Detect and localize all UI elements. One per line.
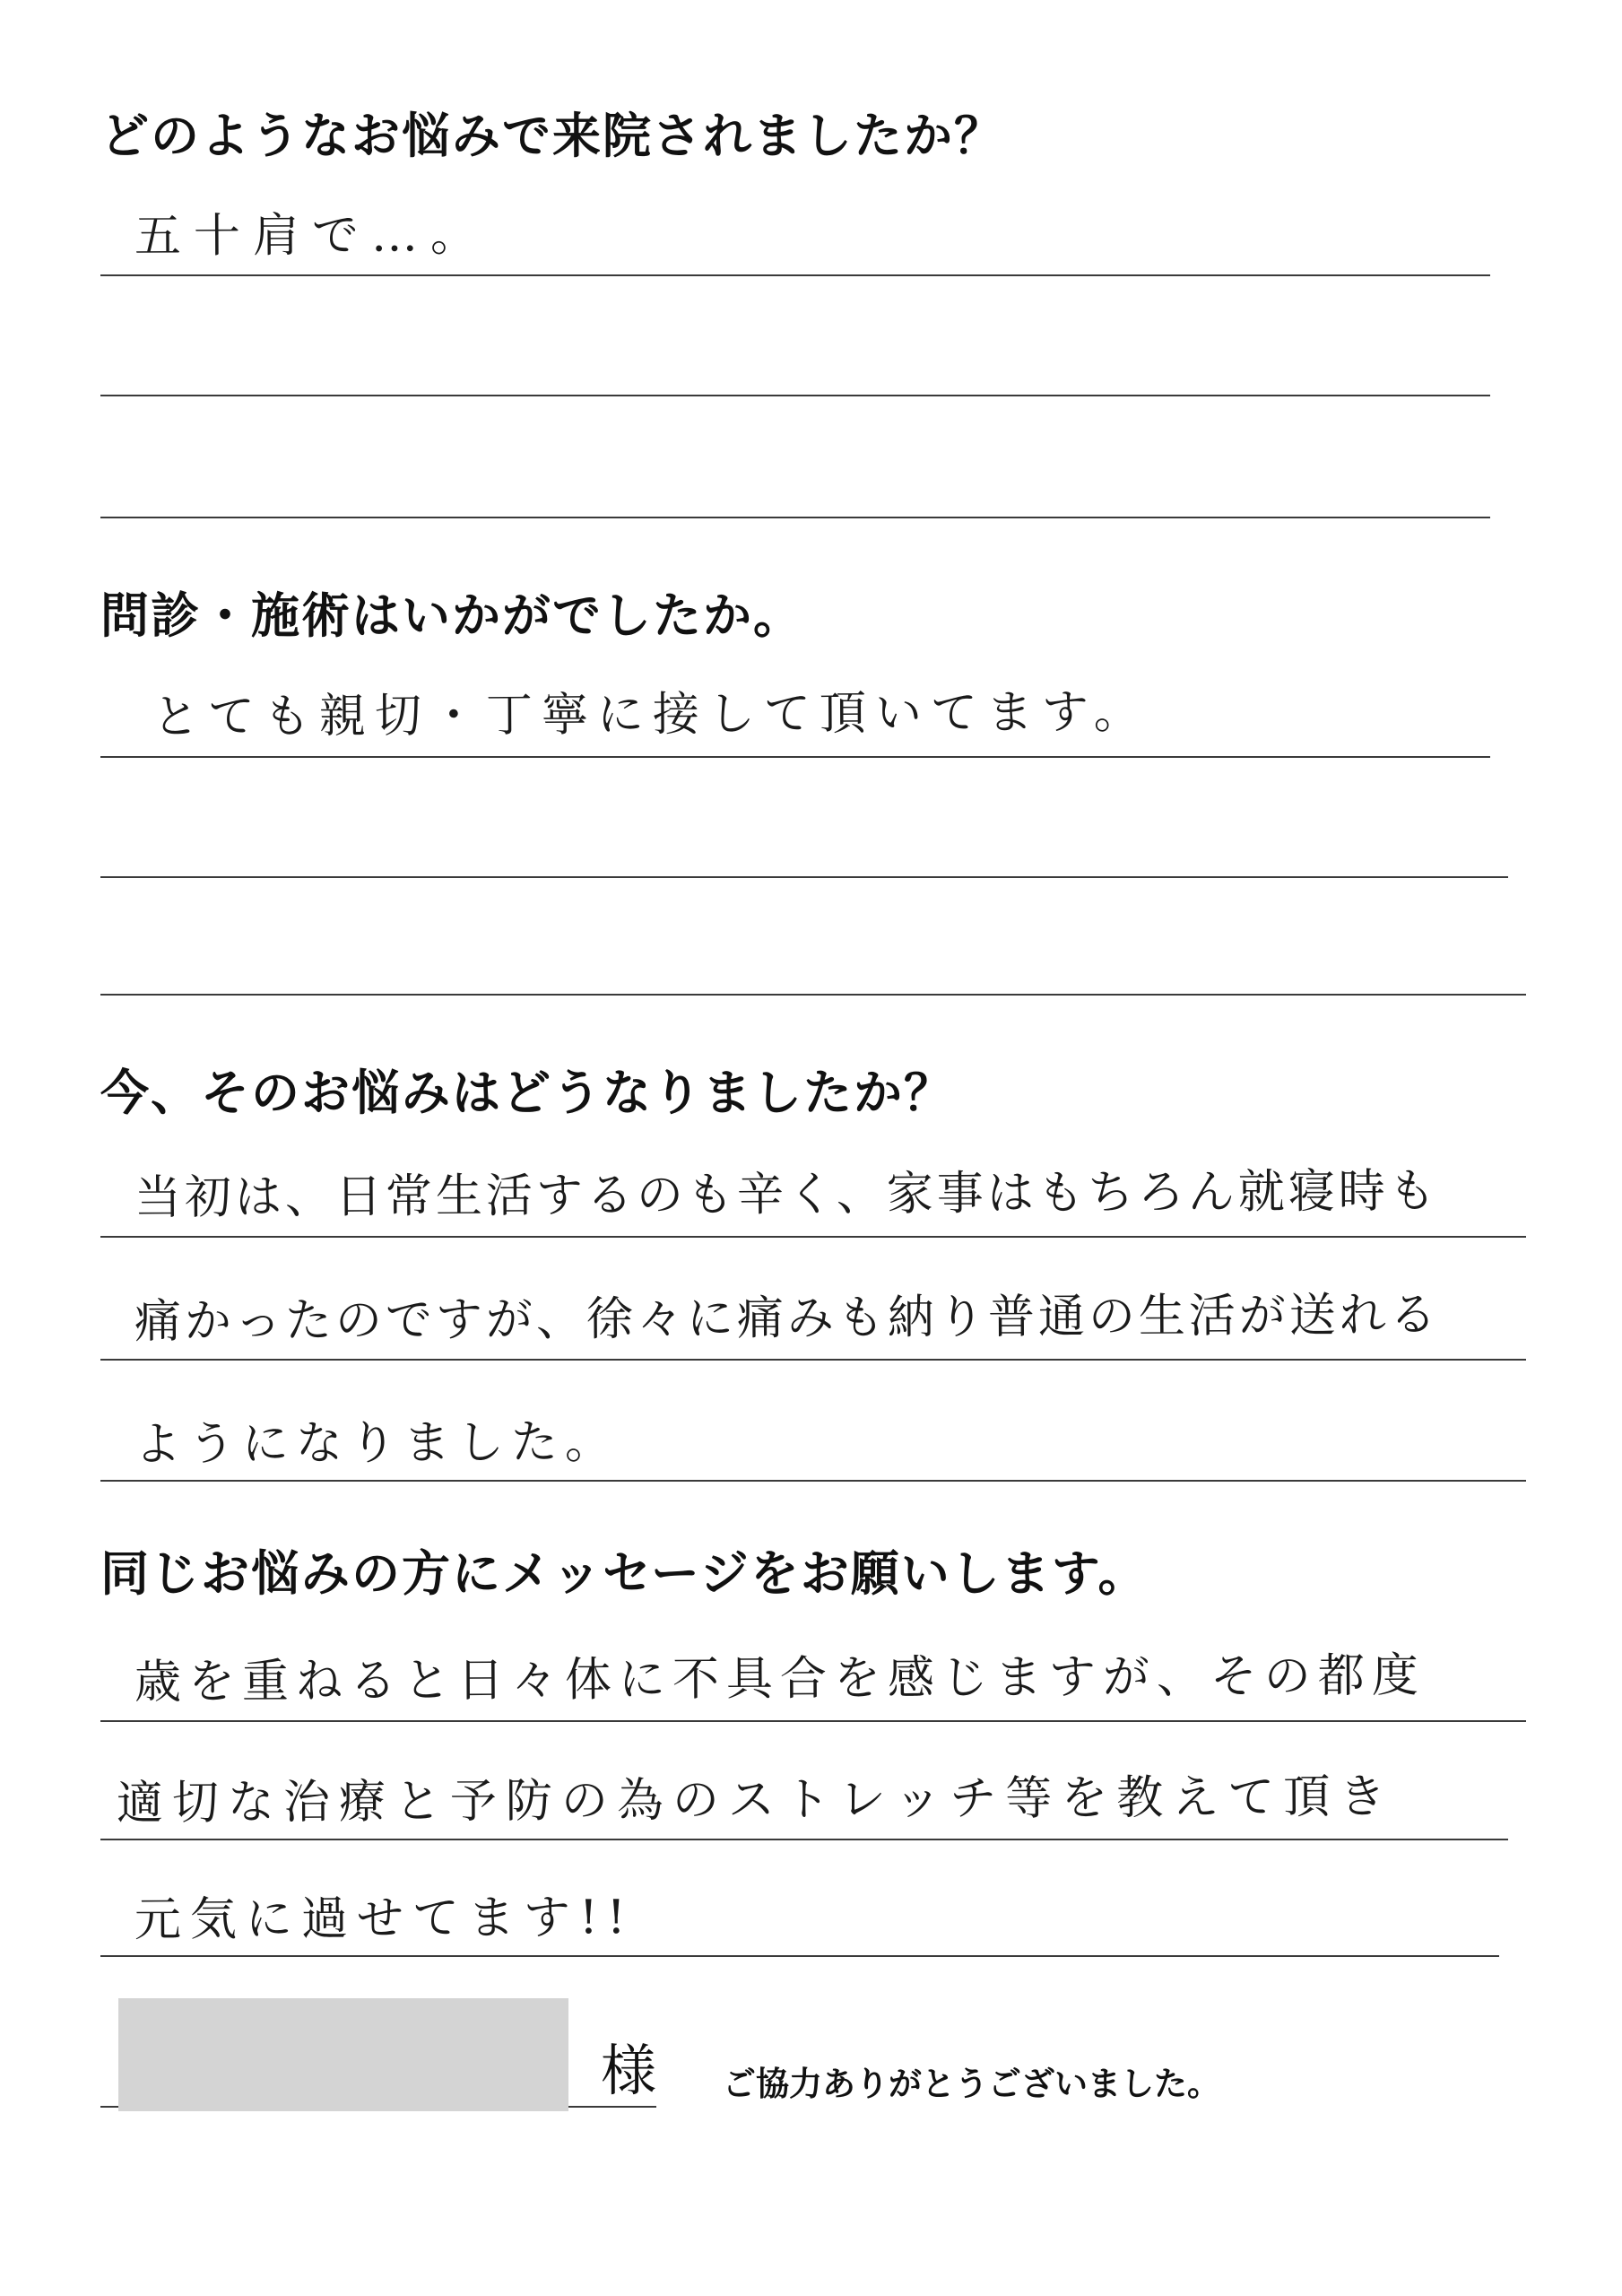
question-4: 同じお悩みの方にメッセージをお願いします。 [100, 1545, 1149, 1602]
redacted-name-box [118, 1998, 568, 2111]
honorific: 様 [601, 2038, 657, 2103]
answer-1-line-1: 五十肩で…。 [134, 207, 490, 264]
answer-3-line-1: 当初は、日常生活するのも辛く、家事はもちろん就寝時も [134, 1164, 1439, 1225]
answer-rule [100, 1359, 1526, 1361]
answer-rule [100, 395, 1490, 396]
question-3: 今、そのお悩みはどうなりましたか？ [100, 1065, 954, 1121]
answer-rule [100, 1480, 1526, 1482]
answer-rule [100, 876, 1508, 878]
answer-rule [100, 756, 1490, 758]
question-2: 問診・施術はいかがでしたか。 [100, 587, 803, 644]
answer-4-line-3: 元気に過せてます!! [134, 1891, 635, 1947]
answer-4-line-1: 歳を重ねると日々体に不具合を感じますが、その都度 [134, 1648, 1427, 1709]
answer-rule [100, 517, 1490, 518]
answer-3-line-2: 痛かったのですが、徐々に痛みも納り普通の生活が送れる [134, 1288, 1441, 1349]
answer-rule [100, 274, 1490, 276]
answer-3-line-3: ようになりました。 [134, 1415, 620, 1472]
answer-rule [100, 1720, 1526, 1722]
thank-you-text: ご協力ありがとうございました。 [723, 2065, 1220, 2103]
answer-rule [100, 1955, 1499, 1957]
question-1: どのようなお悩みで来院されましたか？ [100, 108, 1004, 164]
answer-rule [100, 1839, 1508, 1840]
answer-4-line-2: 適切な治療と予防の為のストレッチ等を教えて頂き [116, 1770, 1395, 1831]
answer-rule [100, 1236, 1526, 1238]
answer-2-line-1: とても親切・丁寧に接して頂いてます。 [152, 685, 1149, 744]
answer-rule [100, 994, 1526, 996]
